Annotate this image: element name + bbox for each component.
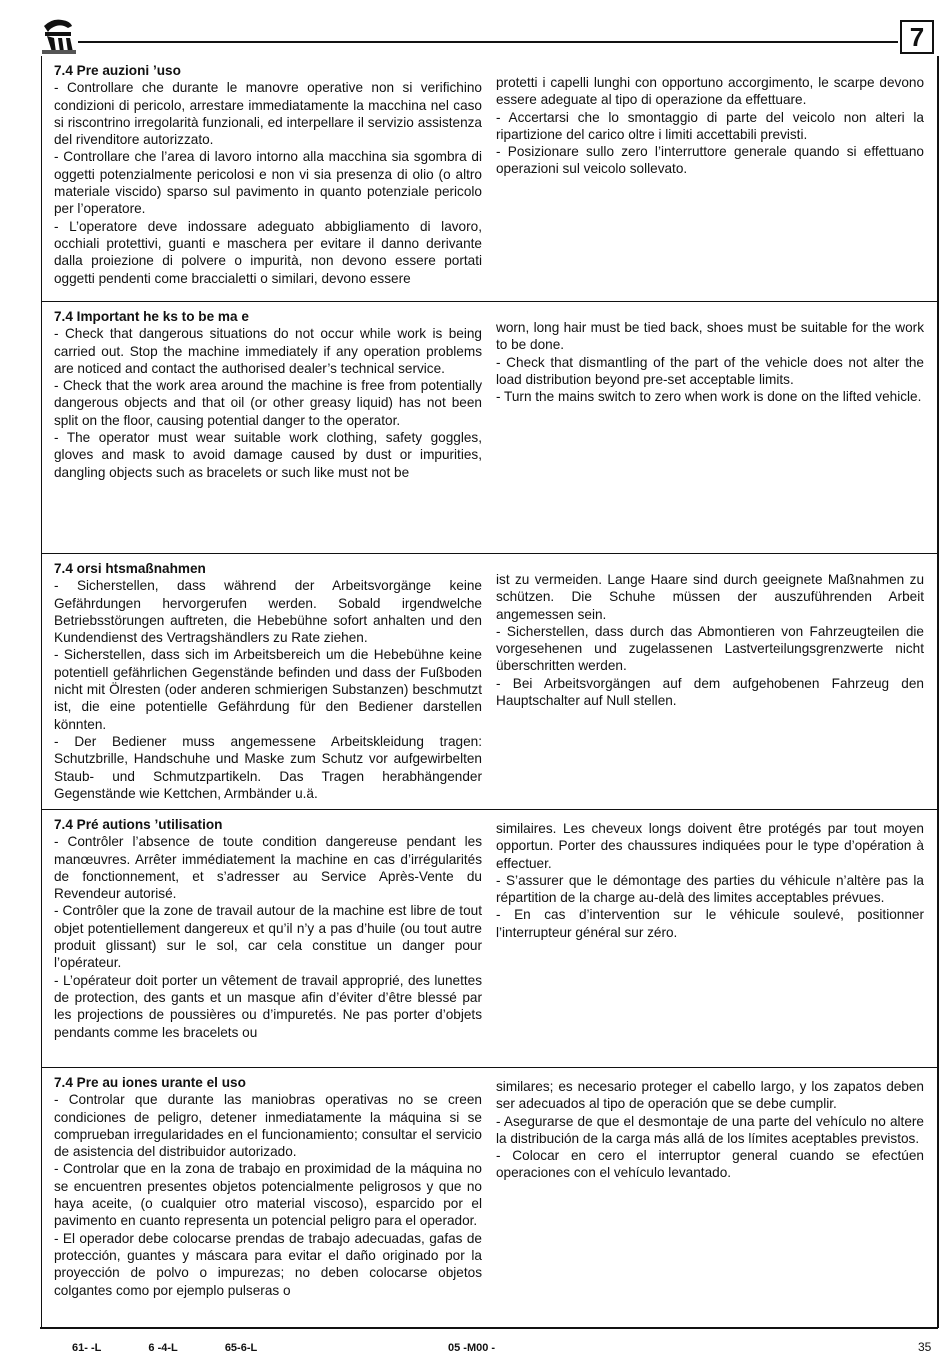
paragraph: - Sicherstellen, dass durch das Abmontieren von Fahrzeugteilen die vorgesehenen und zugelassenen Lastverteilungsgrenzwerte nicht überschritten werden.	[496, 623, 924, 674]
section-left-column	[54, 308, 482, 481]
paragraph: - En cas d’intervention sur le véhicule soulevé, positionner l’interrupteur général sur zéro.	[496, 907, 924, 940]
section-right-column	[496, 1078, 924, 1182]
section-right-column	[496, 571, 924, 709]
section-left-column	[54, 560, 482, 802]
footer-models	[72, 1342, 301, 1354]
paragraph: - L’opérateur doit porter un vêtement de travail approprié, des lunettes de protection, des gants et un masque afin d’éviter d’être blessé par les projections de poussières ou d’impuretés. Ne pas porter d’objets pendants comme les bracelets ou	[54, 972, 482, 1040]
section-left-column	[54, 62, 482, 287]
paragraph: worn, long hair must be tied back, shoes must be suitable for the work to be done.	[496, 320, 924, 353]
paragraph: - Colocar en cero el interruptor general cuando se efectúen operaciones con el vehículo levantado.	[496, 1148, 924, 1181]
paragraph: - El operador debe colocarse prendas de trabajo adecuadas, gafas de protección, guantes y máscara para evitar el daño originado por la proyección de polvo o impurezas; no deben colocarse objetos colgantes como por ejemplo pulseras o	[54, 1230, 482, 1298]
section-right-column	[496, 820, 924, 941]
section-spanish	[42, 1068, 937, 1327]
section-title: 7.4 Important he ks to be ma e	[54, 309, 249, 324]
paragraph: similaires. Les cheveux longs doivent être protégés par tout moyen opportun. Porter des chaussures indiquées pour le type d’opération à effectuer.	[496, 821, 924, 871]
paragraph: - L’operatore deve indossare adeguato abbigliamento di lavoro, occhiali protettivi, guanti e maschera per evitare il danno derivante dalla proiezione di polvere o impurità, non devono essere portati oggetti pendenti come braccialetti o similari, devono essere	[54, 218, 482, 286]
paragraph: - S’assurer que le démontage des parties du véhicule n’altère pas la répartition de la charge au-delà des limites acceptables prévues.	[496, 872, 924, 906]
paragraph: - Controlar que durante las maniobras operativas no se creen condiciones de peligro, detener inmediatamente la máquina si se comprueban irregularidades en el funcionamiento; consultar el servicio de asistencia del distribuidor autorizado.	[54, 1092, 482, 1160]
paragraph: - Sicherstellen, dass während der Arbeitsvorgänge keine Gefährdungen hervorgerufen werden. Sobald irgendwelche Betriebsstörungen auftreten, die Hebebühne sofort anhalten und den Kundendienst des Vertragshändlers zu Rate ziehen.	[54, 578, 482, 646]
footer-model: 6 -4-L	[148, 1342, 178, 1354]
section-right-column	[496, 74, 924, 178]
footer-model: 65-6-L	[224, 1342, 258, 1354]
section-number-box: 7	[900, 20, 934, 54]
page-number: 35	[918, 1340, 932, 1354]
right-frame-line	[937, 56, 939, 1328]
paragraph: - Der Bediener muss angemessene Arbeitskleidung tragen: Schutzbrille, Handschuhe und Maske zum Schutz vor aufgewirbelten Staub- und Schmutzpartikeln. Das Tragen herabhängender Gegenstände wie Kettchen, Armbänder u.ä.	[54, 733, 482, 801]
section-left-column	[54, 1074, 482, 1299]
paragraph: - Asegurarse de que el desmontaje de una parte del vehículo no altere la distribución de la carga más allá de los límites aceptables previstos.	[496, 1113, 924, 1146]
section-title: 7.4 orsi htsmaßnahmen	[54, 561, 206, 576]
paragraph: - Posizionare sullo zero l’interruttore generale quando si effettuano operazioni sul veicolo sollevato.	[496, 144, 924, 177]
section-italian	[42, 56, 937, 302]
footer-model: 61- -L	[72, 1342, 102, 1354]
paragraph: - Sicherstellen, dass sich im Arbeitsbereich um die Hebebühne keine potentiell gefährlichen Gegenstände befinden und dass der Fußboden nicht mit Ölresten (oder anderen schmierigen Substanzen) beschmutzt ist, die eine potentielle Gefährdung für den Bediener darstellen könnten.	[54, 647, 482, 732]
paragraph: - Contrôler l’absence de toute condition dangereuse pendant les manœuvres. Arrêter immédiatement la machine en cas d’irrégularités de fonctionnement, et s’adresser au Service Après-Vente du Revendeur autorisé.	[54, 834, 482, 902]
section-english	[42, 302, 937, 554]
paragraph: - Controllare che l’area di lavoro intorno alla macchina sia sgombra di oggetti potenzialmente pericolosi e non vi sia presenza di olio (o altro materiale viscido) sparso sul pavimento in quanto potenziale pericolo per l’operatore.	[54, 149, 482, 217]
paragraph: - Turn the mains switch to zero when work is done on the lifted vehicle.	[496, 389, 922, 405]
paragraph: ist zu vermeiden. Lange Haare sind durch geeignete Maßnahmen zu schützen. Die Schuhe müssen der auszuführenden Arbeit angemessen sein.	[496, 572, 924, 622]
paragraph: similares; es necesario proteger el cabello largo, y los zapatos deben ser adecuados al tipo de operación que se debe cumplir.	[496, 1079, 924, 1112]
section-french	[42, 810, 937, 1068]
paragraph: - Contrôler que la zone de travail autour de la machine est libre de tout objet potentiellement dangereux et qu’il n’y a pas d’huile (ou tout autre produit glissant) sur le sol, car cela constitue un danger pour l’opérateur.	[54, 903, 482, 971]
paragraph: - Accertarsi che lo smontaggio di parte del veicolo non alteri la ripartizione del carico oltre i limiti accettabili previsti.	[496, 109, 924, 142]
paragraph: - Check that dismantling of the part of the vehicle does not alter the load distribution beyond pre-set acceptable limits.	[496, 354, 924, 387]
paragraph: - The operator must wear suitable work clothing, safety goggles, gloves and mask to avoid damage caused by dust or impurities, dangling objects such as bracelets or such like must not be	[54, 430, 482, 480]
section-title: 7.4 Pre auzioni ’uso	[54, 63, 181, 78]
paragraph: protetti i capelli lunghi con opportuno accorgimento, le scarpe devono essere adeguate al tipo di operazione da effettuare.	[496, 75, 924, 108]
manufacturer-logo-icon	[40, 16, 78, 56]
paragraph: - Controlar que en la zona de trabajo en proximidad de la máquina no se encuentren presentes objetos potencialmente peligrosos y que no haya aceite, (o cualquier otro material viscoso), esparcido por el pavimento en cuanto representa un potencial peligro para el operador.	[54, 1161, 482, 1229]
section-left-column	[54, 816, 482, 1041]
section-right-column	[496, 319, 924, 405]
section-title: 7.4 Pre au iones urante el uso	[54, 1075, 246, 1090]
section-title: 7.4 Pré autions ’utilisation	[54, 817, 223, 832]
footer-rule	[40, 1327, 938, 1329]
paragraph: - Check that dangerous situations do not occur while work is being carried out. Stop the machine immediately if any operation problems are noticed and contact the authorised dealer’s technical service.	[54, 326, 482, 376]
paragraph: - Controllare che durante le manovre operative non si verifichino condizioni di pericolo, arrestare immediatamente la macchina nel caso si riscontrino irregolarità funzionali, ed interpellare il servizio assistenza del rivenditore autorizzato.	[54, 80, 482, 148]
footer-document-code: 05 -M00 -	[448, 1342, 496, 1354]
header-rule	[78, 41, 898, 43]
paragraph: - Check that the work area around the machine is free from potentially dangerous objects and that oil (or other greasy liquid) has not been split on the floor, causing potential danger to the operator.	[54, 378, 482, 428]
section-german	[42, 554, 937, 810]
paragraph: - Bei Arbeitsvorgängen auf dem aufgehobenen Fahrzeug den Hauptschalter auf Null stellen.	[496, 675, 924, 709]
